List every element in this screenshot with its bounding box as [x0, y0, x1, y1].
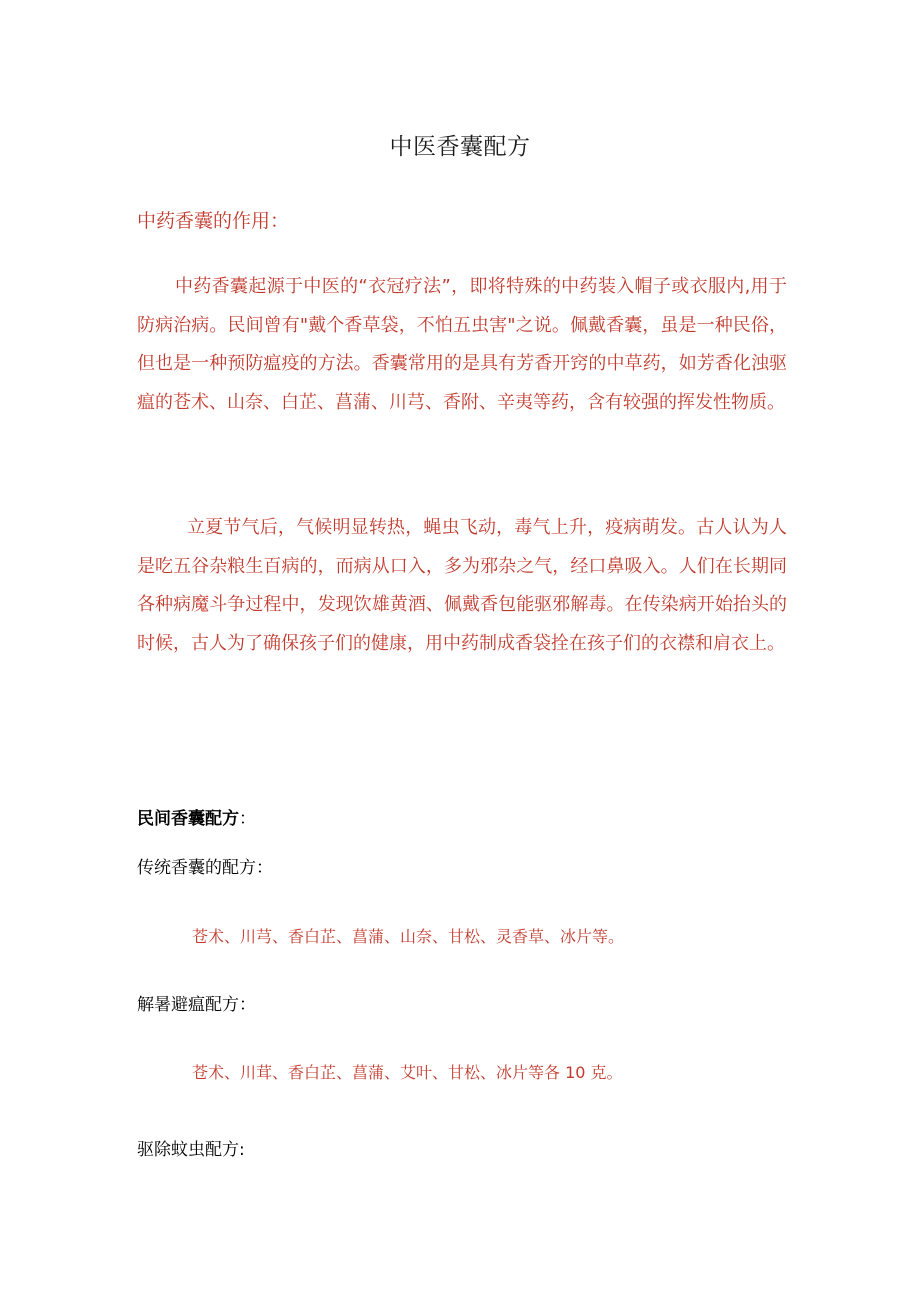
formula-ingredients-traditional: 苍术、川芎、香白芷、菖蒲、山奈、甘松、灵香草、冰片等。	[192, 927, 625, 946]
section-heading-effects: 中药香囊的作用：	[137, 210, 290, 232]
section-heading-formulas-colon: ：	[239, 809, 256, 829]
section-heading-formulas-text: 民间香囊配方	[137, 809, 239, 829]
formula-ingredients-heat-relief: 苍术、川茸、香白芷、菖蒲、艾叶、甘松、冰片等各 10 克。	[192, 1063, 623, 1082]
formula-name-traditional: 传统香囊的配方：	[137, 858, 273, 878]
formula-name-heat-relief: 解暑避瘟配方：	[137, 995, 256, 1015]
paragraph-origin: 中药香囊起源于中医的“衣冠疗法”，即将特殊的中药装入帽子或衣服内,用于防病治病。民间曾有"戴个香草袋，不怕五虫害"之说。佩戴香囊，虽是一种民俗，但也是一种预防瘟疫的方法。香囊常用的是具有芳香开窍的中草药，如芳香化浊驱瘟的苍术、山奈、白芷、菖蒲、川芎、香附、辛夷等药，含有较强的挥发性物质。	[137, 276, 787, 413]
paragraph-summer: 立夏节气后，气候明显转热，蝇虫飞动，毒气上升，疫病萌发。古人认为人是吃五谷杂粮生百病的，而病从口入，多为邪杂之气，经口鼻吸入。人们在长期同各种病魔斗争过程中，发现饮雄黄酒、佩戴香包能驱邪解毒。在传染病开始抬头的时候，古人为了确保孩子们的健康，用中药制成香袋拴在孩子们的衣襟和肩衣上。	[137, 517, 787, 654]
formula-name-insect-repellent: 驱除蚊虫配方:	[137, 1140, 245, 1160]
section-heading-formulas	[137, 804, 256, 829]
document-title: 中医香囊配方	[389, 134, 531, 160]
